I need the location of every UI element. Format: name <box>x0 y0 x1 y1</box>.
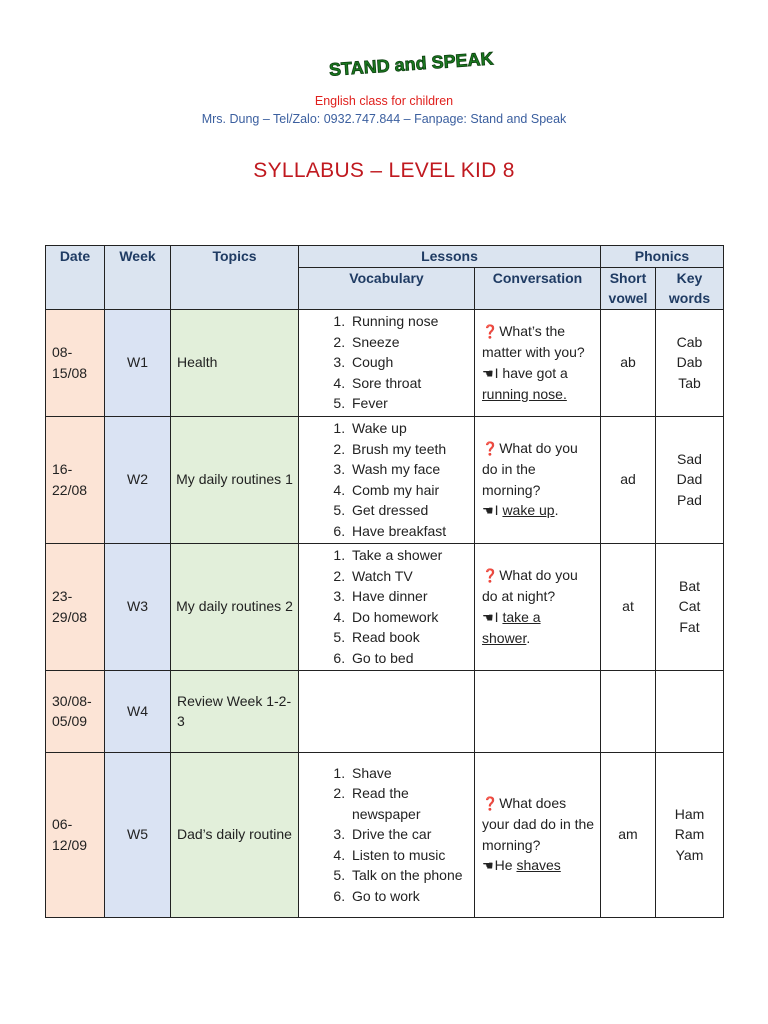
answer-underlined-cont: shower <box>482 630 527 646</box>
logo-graphic <box>326 48 495 82</box>
key-words-cell <box>656 752 724 917</box>
pointing-hand-icon: ☚ <box>482 503 494 518</box>
week-cell: W1 <box>105 309 171 416</box>
pointing-hand-icon: ☚ <box>482 858 494 873</box>
header-date: Date <box>46 246 105 310</box>
question-line <box>482 793 596 856</box>
vocab-list <box>299 418 474 541</box>
key-words-cell <box>656 670 724 752</box>
topic-cell: My daily routines 1 <box>171 416 299 543</box>
vocab-item: 4. Sore throat <box>349 373 474 394</box>
answer-prefix: He <box>494 857 517 873</box>
class-subtitle: English class for children <box>314 94 454 108</box>
key-word: Fat <box>679 618 700 635</box>
vocab-item: 4. Do homework <box>349 607 474 628</box>
vocab-item: 3. Have dinner <box>349 586 474 607</box>
vocab-item: 5. Get dressed <box>349 500 474 521</box>
week-cell: W3 <box>105 543 171 670</box>
pointing-hand-icon: ☚ <box>482 365 494 381</box>
vocab-item: 1. Take a shower <box>349 545 474 566</box>
header-phonics: Phonics <box>601 246 724 268</box>
vocab-item: 4. Listen to music <box>349 845 474 866</box>
short-vowel-cell: ab <box>601 309 656 416</box>
table-row <box>46 309 724 416</box>
question-text: What do you do in the morning? <box>482 439 578 498</box>
question-circle-icon: ❓ <box>482 440 499 456</box>
answer-underlined: shaves <box>516 857 561 873</box>
answer-line <box>482 500 596 522</box>
key-word: Ram <box>674 826 705 843</box>
date-cell: 06-12/09 <box>46 752 105 917</box>
syllabus-table <box>45 245 724 918</box>
vocab-item: 5. Fever <box>349 393 474 414</box>
answer-suffix: . <box>526 630 531 646</box>
answer-prefix: I <box>494 502 503 518</box>
svg-text:STAND and SPEAK: STAND and SPEAK <box>328 48 495 80</box>
vocab-item: 6. Go to bed <box>349 648 474 669</box>
vocab-item: 3. Cough <box>349 352 474 373</box>
vocab-item: 3. Wash my face <box>349 459 474 480</box>
key-word: Yam <box>675 846 704 863</box>
pointing-hand-icon: ☚ <box>482 609 494 625</box>
answer-prefix: I have got a <box>494 364 568 381</box>
date-cell: 08-15/08 <box>46 309 105 416</box>
vocab-item: 3. Drive the car <box>349 824 474 845</box>
question-line <box>482 321 596 363</box>
header-conversation: Conversation <box>475 267 601 309</box>
topic-cell: Review Week 1-2-3 <box>171 670 299 752</box>
stand-and-speak-logo <box>326 48 495 82</box>
answer-line <box>482 855 596 877</box>
vocab-item: 6. Go to work <box>349 886 474 907</box>
short-vowel-cell: ad <box>601 416 656 543</box>
conversation-cell <box>475 670 601 752</box>
vocabulary-cell <box>299 752 475 917</box>
key-word: Tab <box>678 374 701 391</box>
answer-prefix: I <box>494 608 503 625</box>
week-cell: W2 <box>105 416 171 543</box>
vocab-item: 4. Comb my hair <box>349 480 474 501</box>
contact-line: Mrs. Dung – Tel/Zalo: 0932.747.844 – Fanpage: Stand and Speak <box>201 112 567 126</box>
question-circle-icon: ❓ <box>482 795 499 811</box>
key-words-cell <box>656 309 724 416</box>
vocab-item: 1. Wake up <box>349 418 474 439</box>
table-row <box>46 543 724 670</box>
vocab-list <box>299 545 474 668</box>
week-cell: W4 <box>105 670 171 752</box>
header-lessons: Lessons <box>299 246 601 268</box>
vocabulary-cell <box>299 543 475 670</box>
vocabulary-cell <box>299 416 475 543</box>
header-topics: Topics <box>171 246 299 310</box>
topic-cell: My daily routines 2 <box>171 543 299 670</box>
vocab-item: 2. Watch TV <box>349 566 474 587</box>
question-line <box>482 565 596 607</box>
conversation-cell <box>475 752 601 917</box>
key-word: Dad <box>676 471 703 488</box>
table-row <box>46 670 724 752</box>
table-row <box>46 752 724 917</box>
key-word: Sad <box>677 450 702 467</box>
question-circle-icon: ❓ <box>482 323 499 339</box>
question-line <box>482 438 596 501</box>
key-words-cell <box>656 416 724 543</box>
header-short-vowel: Short vowel <box>601 267 656 309</box>
vocab-item: 2. Sneeze <box>349 332 474 353</box>
date-cell: 16-22/08 <box>46 416 105 543</box>
key-word: Dab <box>676 354 703 371</box>
answer-line <box>482 363 596 405</box>
topic-cell: Health <box>171 309 299 416</box>
answer-underlined: running nose. <box>482 386 567 402</box>
date-cell: 23-29/08 <box>46 543 105 670</box>
short-vowel-cell: at <box>601 543 656 670</box>
conversation-cell <box>475 543 601 670</box>
vocab-list <box>299 311 474 414</box>
vocabulary-cell <box>299 670 475 752</box>
topic-cell: Dad’s daily routine <box>171 752 299 917</box>
key-word: Ham <box>674 805 705 822</box>
answer-underlined: take a <box>502 608 541 625</box>
conversation-cell <box>475 309 601 416</box>
header-key-words: Key words <box>656 267 724 309</box>
question-circle-icon: ❓ <box>482 567 499 583</box>
vocab-item: 6. Have breakfast <box>349 521 474 542</box>
vocab-item: 1. Shave <box>349 763 474 784</box>
conversation-cell <box>475 416 601 543</box>
vocab-list <box>299 763 474 907</box>
key-word: Cab <box>676 333 703 350</box>
key-word: Bat <box>678 577 700 594</box>
key-word: Pad <box>677 491 702 508</box>
answer-suffix: . <box>554 502 559 518</box>
key-word: Cat <box>678 598 701 615</box>
page-title: SYLLABUS – LEVEL KID 8 <box>253 159 515 182</box>
date-cell: 30/08-05/09 <box>46 670 105 752</box>
short-vowel-cell: am <box>601 752 656 917</box>
question-text: What’s the matter with you? <box>482 322 585 360</box>
question-text: What do you do at night? <box>482 566 578 604</box>
table-row <box>46 416 724 543</box>
vocabulary-cell <box>299 309 475 416</box>
header-vocabulary: Vocabulary <box>299 267 475 309</box>
short-vowel-cell <box>601 670 656 752</box>
vocab-item: 2. Read the newspaper <box>349 783 474 824</box>
week-cell: W5 <box>105 752 171 917</box>
vocab-item: 2. Brush my teeth <box>349 439 474 460</box>
vocab-item: 1. Running nose <box>349 311 474 332</box>
answer-underlined: wake up <box>502 502 555 518</box>
vocab-item: 5. Talk on the phone <box>349 865 474 886</box>
vocab-item: 5. Read book <box>349 627 474 648</box>
question-text: What does your dad do in the morning? <box>482 794 595 853</box>
header-week: Week <box>105 246 171 310</box>
key-words-cell <box>656 543 724 670</box>
answer-line <box>482 607 596 649</box>
